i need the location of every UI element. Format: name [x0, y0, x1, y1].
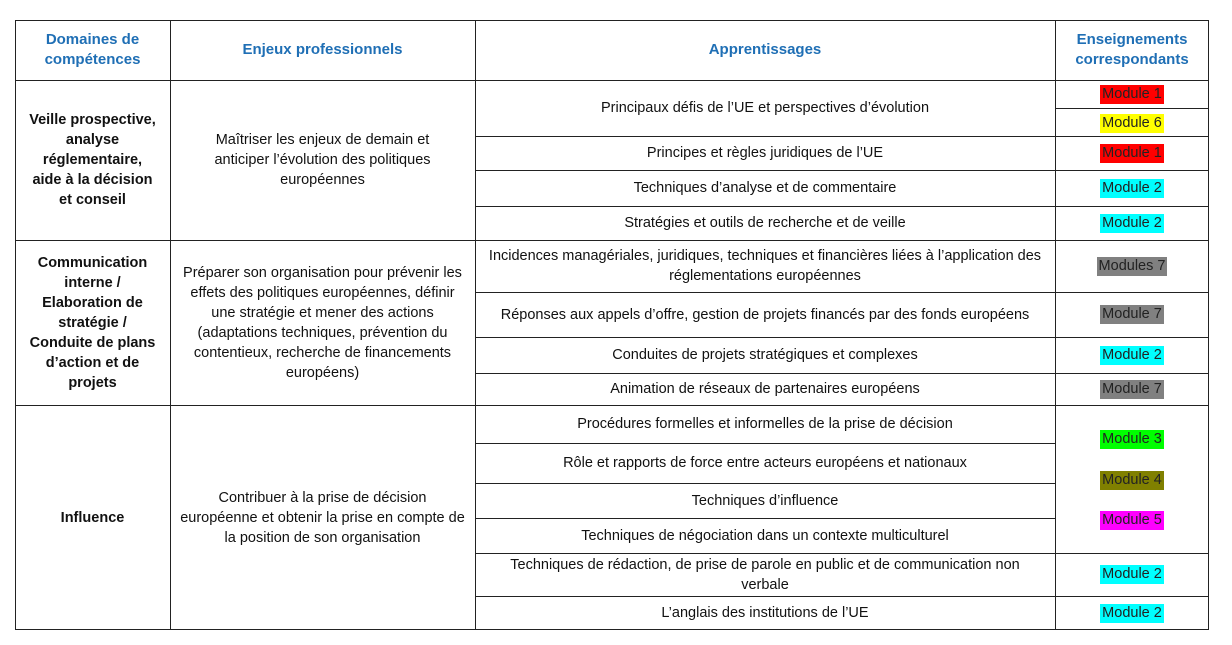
row-divider: [475, 170, 1209, 171]
module-badge: Module 5: [1102, 511, 1162, 528]
row-divider: [475, 483, 1055, 484]
table-border: [1208, 20, 1209, 630]
module-badge: Module 1: [1102, 85, 1162, 102]
enjeu-communication: Préparer son organisation pour prévenir les effets des politiques européennes, définir une stratégie et mener des actions (adaptations techniques, prévention du contentieux, recherche de financements européens): [183, 264, 462, 381]
apprentissage-row: L’anglais des institutions de l’UE: [661, 605, 869, 621]
module-badge: Module 3: [1102, 430, 1162, 447]
row-divider: [15, 405, 1209, 406]
row-divider: [15, 240, 1209, 241]
row-divider: [475, 443, 1055, 444]
column-divider: [170, 20, 171, 630]
module-badge: Module 4: [1102, 471, 1162, 488]
apprentissage-row: Incidences managériales, juridiques, techniques et financières liées à l’application des réglementations européennes: [488, 248, 1042, 284]
competences-table: [15, 20, 1209, 630]
module-badge: Module 7: [1102, 380, 1162, 397]
row-divider: [475, 337, 1209, 338]
apprentissage-row: Animation de réseaux de partenaires européens: [610, 381, 920, 397]
column-divider: [1055, 20, 1056, 630]
row-divider: [475, 373, 1209, 374]
module-badge: Module 7: [1102, 306, 1162, 322]
apprentissage-row: Techniques d’influence: [691, 492, 839, 509]
apprentissage-row: Conduites de projets stratégiques et complexes: [612, 347, 918, 363]
module-badge: Module 2: [1102, 214, 1162, 231]
module-badge: Module 6: [1102, 114, 1162, 131]
row-divider: [475, 596, 1209, 597]
module-badge: Module 1: [1102, 144, 1162, 161]
module-badge: Module 2: [1102, 346, 1162, 363]
apprentissage-row: Techniques de rédaction, de prise de parole en public et de communication non verbale: [510, 556, 1020, 593]
apprentissage-row: Techniques d’analyse et de commentaire: [633, 180, 897, 196]
apprentissage-row: Principes et règles juridiques de l’UE: [646, 145, 884, 161]
apprentissage-row: Réponses aux appels d’offre, gestion de projets financés par des fonds européens: [500, 306, 1030, 323]
apprentissage-row: Rôle et rapports de force entre acteurs européens et nationaux: [563, 455, 967, 471]
header-apprentissages: Apprentissages: [708, 41, 822, 58]
row-divider: [475, 518, 1055, 519]
row-divider: [15, 80, 1209, 81]
table-border: [15, 629, 1209, 630]
header-enseignements: Enseignements correspondants: [1075, 31, 1189, 68]
table-border: [15, 20, 16, 630]
table-border: [15, 20, 1209, 21]
row-divider: [475, 206, 1209, 207]
column-divider: [475, 20, 476, 630]
domain-influence: Influence: [60, 509, 125, 526]
apprentissage-row: Procédures formelles et informelles de la prise de décision: [577, 416, 953, 432]
apprentissage-row: Techniques de négociation dans un contexte multiculturel: [581, 527, 949, 544]
apprentissage-row: Principaux défis de l’UE et perspectives d’évolution: [600, 100, 930, 116]
module-badge: Modules 7: [1098, 257, 1166, 274]
module-badge: Module 2: [1102, 604, 1162, 621]
header-domain: Domaines de compétences: [44, 31, 141, 68]
row-divider: [475, 136, 1209, 137]
domain-communication: Communication interne / Elaboration de stratégie / Conduite de plans d’action et de projets: [29, 254, 156, 391]
module-badge: Module 2: [1102, 566, 1162, 582]
enjeu-veille: Maîtriser les enjeux de demain et anticiper l’évolution des politiques européennes: [214, 132, 431, 188]
row-divider: [1055, 108, 1209, 109]
row-divider: [475, 292, 1209, 293]
row-divider: [475, 553, 1209, 554]
module-badge: Module 2: [1102, 179, 1162, 196]
apprentissage-row: Stratégies et outils de recherche et de veille: [624, 215, 906, 231]
domain-veille: Veille prospective, analyse réglementaire, aide à la décision et conseil: [29, 112, 156, 208]
enjeu-influence: Contribuer à la prise de décision européenne et obtenir la prise en compte de la position de son organisation: [180, 489, 465, 546]
header-enjeux: Enjeux professionnels: [242, 41, 403, 58]
